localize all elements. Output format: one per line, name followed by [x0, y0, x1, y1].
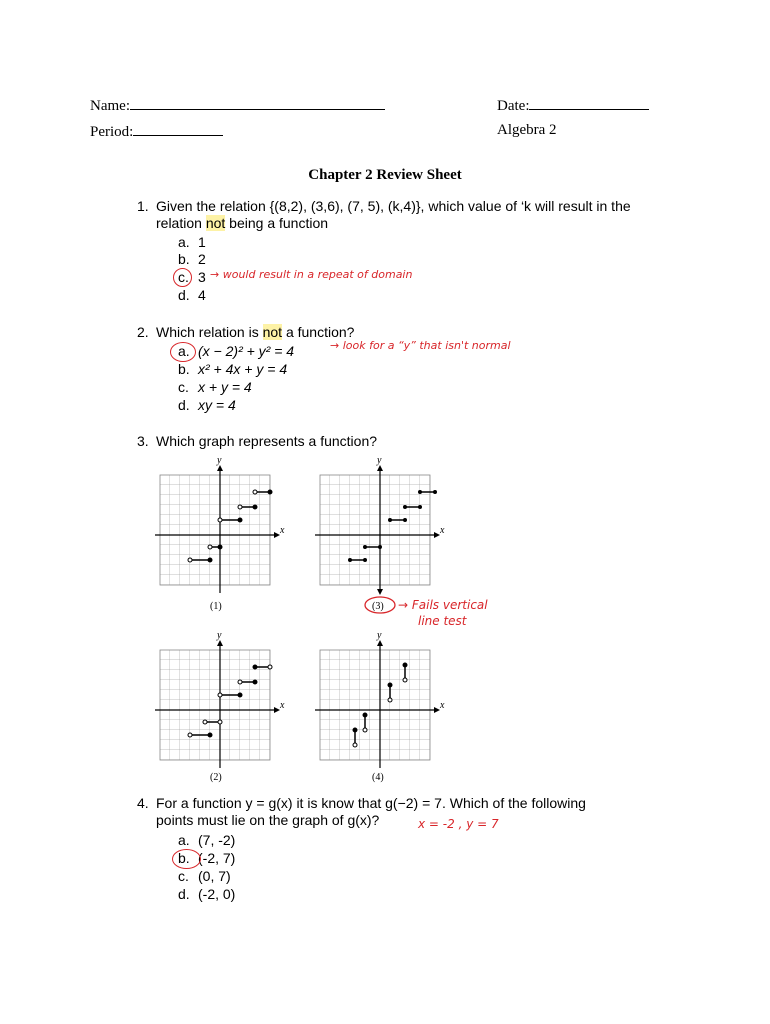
graph-label-1: (1): [210, 601, 222, 612]
q2-annotation: → look for a “y” that isn't normal: [330, 339, 511, 352]
question-1: [0, 198, 770, 238]
date-label: Date:: [497, 98, 530, 114]
date-field[interactable]: [497, 95, 649, 115]
q4-option-b[interactable]: b. (-2, 7): [178, 850, 236, 866]
date-blank[interactable]: [529, 95, 649, 110]
question-text: Which graph represents a function?: [156, 433, 378, 449]
q1-option-c[interactable]: c. 3: [178, 269, 206, 285]
axis-x-label: x: [280, 700, 285, 711]
question-text: Which relation is not a function?: [156, 324, 355, 340]
q3-annotation: → Fails vertical: [398, 598, 488, 612]
q1-option-a[interactable]: a. 1: [178, 234, 206, 250]
course-name: Algebra 2: [497, 122, 557, 138]
arrow-icon: →: [330, 339, 343, 352]
question-number: 2.: [137, 324, 149, 340]
name-field[interactable]: [90, 95, 385, 115]
name-blank[interactable]: [130, 95, 385, 110]
highlight-not: not: [205, 215, 226, 231]
arrow-icon: →: [398, 598, 412, 612]
period-field[interactable]: [90, 121, 223, 141]
graph-3[interactable]: [315, 455, 445, 595]
q4-option-a[interactable]: a. (7, -2): [178, 832, 236, 848]
q1-option-d[interactable]: d. 4: [178, 287, 206, 303]
question-3: [0, 433, 770, 453]
axis-x-label: x: [280, 525, 285, 536]
graph-4[interactable]: [315, 630, 445, 768]
page-title: Chapter 2 Review Sheet: [308, 167, 462, 183]
q2-option-d[interactable]: d. xy = 4: [178, 397, 236, 413]
answer-circle: [173, 268, 192, 287]
answer-circle: [170, 342, 196, 362]
axis-y-label: y: [217, 455, 222, 466]
question-text: For a function y = g(x) it is know that g(−2) = 7. Which of the following points must lie on the graph of g(x)?: [156, 795, 586, 828]
period-label: Period:: [90, 124, 134, 140]
q1-annotation: → would result in a repeat of domain: [210, 268, 413, 281]
question-number: 1.: [137, 198, 149, 214]
graph-label-2: (2): [210, 772, 222, 783]
q2-option-b[interactable]: b. x² + 4x + y = 4: [178, 361, 288, 377]
period-blank[interactable]: [133, 121, 223, 136]
graph-label-3: (3): [372, 601, 384, 612]
question-4: [0, 795, 770, 831]
graph-1[interactable]: [155, 455, 285, 593]
question-number: 3.: [137, 433, 149, 449]
arrow-icon: →: [210, 268, 223, 281]
q4-annotation: x = -2 , y = 7: [418, 817, 499, 831]
axis-x-label: x: [440, 700, 445, 711]
axis-x-label: x: [440, 525, 445, 536]
axis-y-label: y: [377, 455, 382, 466]
graph-2[interactable]: [155, 630, 285, 768]
q1-option-b[interactable]: b. 2: [178, 251, 206, 267]
answer-circle: [172, 849, 201, 869]
q2-option-c[interactable]: c. x + y = 4: [178, 379, 252, 395]
q4-option-c[interactable]: c. (0, 7): [178, 868, 231, 884]
q2-option-a[interactable]: a. (x − 2)² + y² = 4: [178, 343, 295, 359]
name-label: Name:: [90, 98, 130, 114]
graphs-figure: [150, 455, 610, 790]
question-text: Given the relation {(8,2), (3,6), (7, 5), (k,4)}, which value of ‘k will result in the relation not being a function: [156, 198, 631, 231]
q3-annotation-line2: line test: [418, 614, 467, 628]
axis-y-label: y: [377, 630, 382, 641]
axis-y-label: y: [217, 630, 222, 641]
question-number: 4.: [137, 795, 149, 811]
q4-option-d[interactable]: d. (-2, 0): [178, 886, 236, 902]
highlight-not: not: [262, 324, 283, 340]
graph-label-4: (4): [372, 772, 384, 783]
